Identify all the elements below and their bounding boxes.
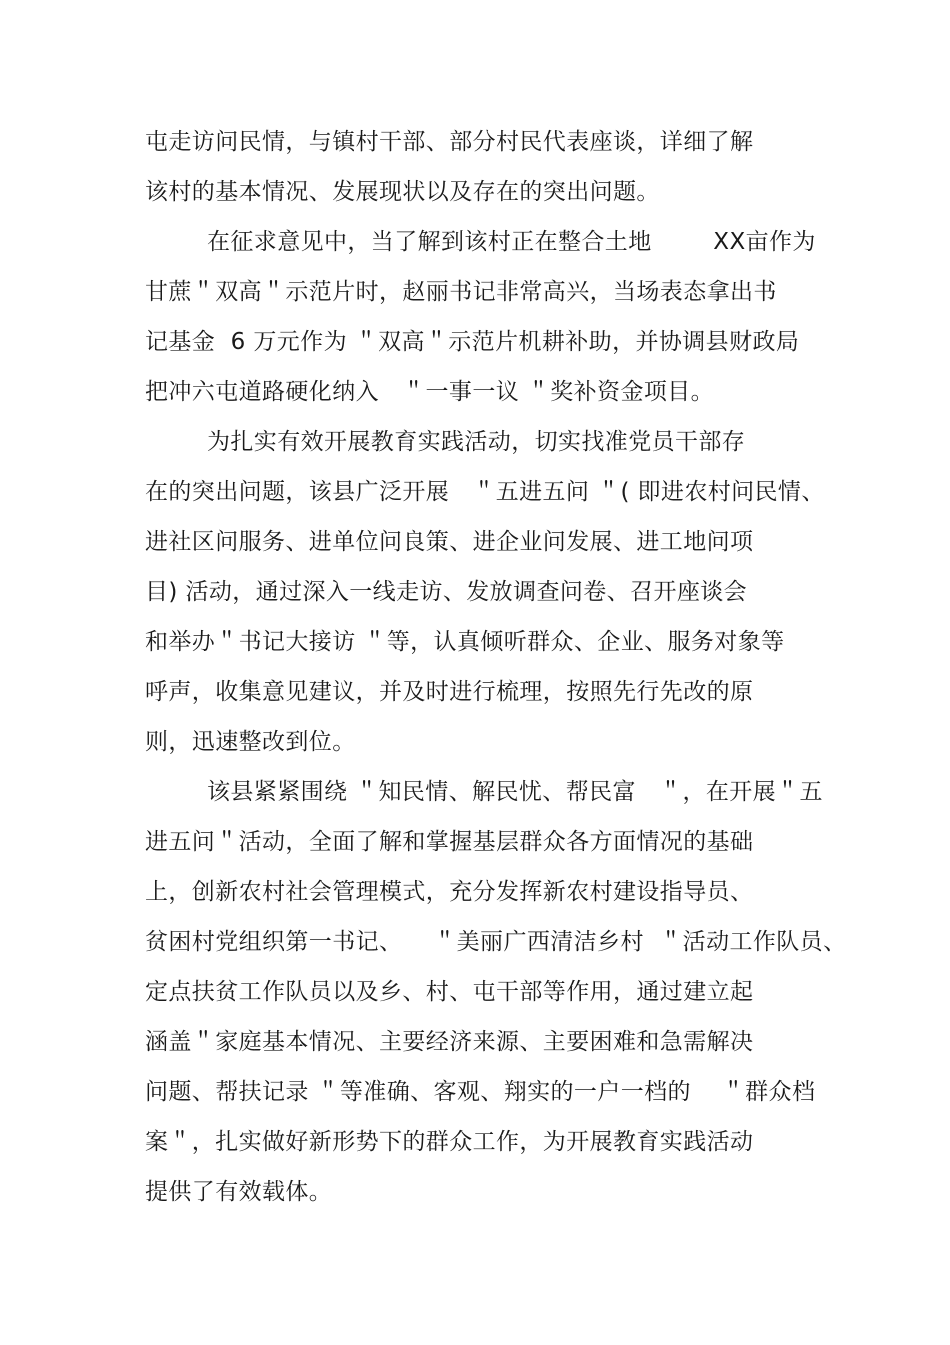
text-line: 该村的基本情况、发展现状以及存在的突出问题。 [145, 179, 660, 205]
text-line: 该县紧紧围绕 ＂知民情、解民忧、帮民富 ＂，在开展＂五 [207, 779, 823, 805]
text-line: 进社区问服务、进单位问良策、进企业问发展、进工地问项 [145, 529, 754, 555]
text-line: 涵盖＂家庭基本情况、主要经济来源、主要困难和急需解决 [145, 1029, 754, 1055]
text-line: 甘蔗＂双高＂示范片时，赵丽书记非常高兴，当场表态拿出书 [145, 279, 777, 305]
text-line: 贫困村党组织第一书记、 ＂美丽广西清洁乡村 ＂活动工作队员、 [145, 929, 847, 955]
text-line: 提供了有效载体。 [145, 1179, 333, 1205]
text-line: 为扎实有效开展教育实践活动，切实找准党员干部存 [207, 429, 746, 455]
text-line: 定点扶贫工作队员以及乡、村、屯干部等作用，通过建立起 [145, 979, 754, 1005]
text-line: 案＂，扎实做好新形势下的群众工作，为开展教育实践活动 [145, 1129, 754, 1155]
text-line: 上，创新农村社会管理模式，充分发挥新农村建设指导员、 [145, 879, 754, 905]
text-line: 把冲六屯道路硬化纳入 ＂一事一议 ＂奖补资金项目。 [145, 379, 715, 405]
text-line: 问题、帮扶记录 ＂等准确、客观、翔实的一户一档的 ＂群众档 [145, 1079, 816, 1105]
text-line: 记基金 6 万元作为 ＂双高＂示范片机耕补助，并协调县财政局 [145, 329, 800, 355]
text-line: 在征求意见中，当了解到该村正在整合土地 XX亩作为 [207, 229, 816, 255]
text-line: 进五问＂活动，全面了解和掌握基层群众各方面情况的基础 [145, 829, 754, 855]
text-line: 则，迅速整改到位。 [145, 729, 356, 755]
text-line: 呼声，收集意见建议，并及时进行梳理，按照先行先改的原 [145, 679, 754, 705]
text-line: 在的突出问题，该县广泛开展 ＂五进五问 ＂( 即进农村问民情、 [145, 479, 825, 505]
text-line: 屯走访问民情，与镇村干部、部分村民代表座谈，详细了解 [145, 129, 754, 155]
text-line: 目) 活动，通过深入一线走访、发放调查问卷、召开座谈会 [145, 579, 748, 605]
text-line: 和举办＂书记大接访 ＂等，认真倾听群众、企业、服务对象等 [145, 629, 785, 655]
